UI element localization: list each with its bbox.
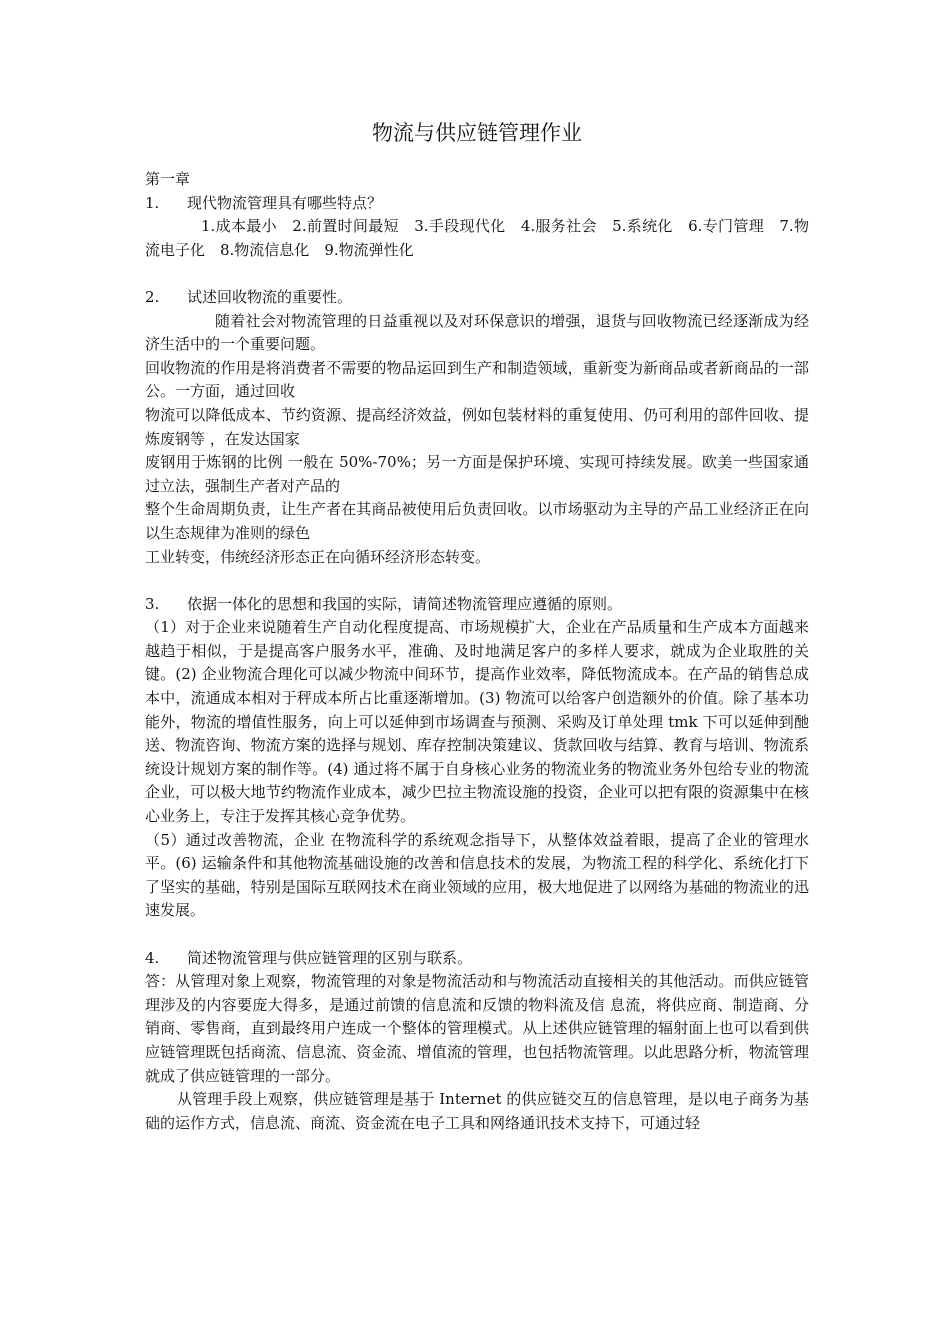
question-1 (145, 192, 809, 216)
question-1-number: 1. (145, 193, 160, 212)
question-4 (145, 947, 809, 971)
question-2-number: 2. (145, 287, 160, 306)
answer-4-paragraph-1: 答：从管理对象上观察，物流管理的对象是物流活动和与物流活动直接相关的其他活动。而供应链管理涉及的内容要庞大得多，是通过前馈的信息流和反馈的物料流及信 息流，将供应商、制造商、分销商、零售商，直到最终用户连成一个整体的管理模式。从上述供应链管理的辐射面上也可以看到供应链管理既包括商流、信息流、资金流、增值流的管理，也包括物流管理。以此思路分析，物流管理就成了供应链管理的一部分。 (145, 972, 809, 1085)
answer-2-paragraph-5: 整个生命周期负责，让生产者在其商品被使用后负责回收。以市场驱动为主导的产品工业经济正在向以生态规律为准则的绿色 (145, 500, 809, 542)
answer-2-paragraph-4: 废钢用于炼钢的比例 一般在 50%-70%；另一方面是保护环境、实现可持续发展。欧美一些国家通过立法，强制生产者对产品的 (145, 453, 809, 495)
question-3-number: 3. (145, 594, 160, 613)
answer-2-paragraph-3: 物流可以降低成本、节约资源、提高经济效益，例如包装材料的重复使用、仍可利用的部件回收、提炼废钢等 ，在发达国家 (145, 405, 809, 448)
answer-1: 1.成本最小 2.前置时间最短 3.手段现代化 4.服务社会 5.系统化 6.专门管理 7.物流电子化 8.物流信息化 9.物流弹性化 (145, 217, 809, 259)
question-4-number: 4. (145, 948, 160, 967)
question-2-text: 试述回收物流的重要性。 (187, 287, 353, 306)
answer-3-paragraph-1: （1）对于企业来说随着生产自动化程度提高、市场规模扩大，企业在产品质量和生产成本方面越来越趋于相似，于是提高客户服务水平，准确、及时地满足客户的多样人要求，就成为企业取胜的关键。(2) 企业物流合理化可以减少物流中间环节，提高作业效率，降低物流成本。在产品的销售总成本中，流通成本相对于秤成本所占比重逐渐增加。(3) 物流可以给客户创造额外的价值。除了基本功能外，物流的增值性服务，向上可以延伸到市场调查与预测、采购及订单处理 tmk 下可以延伸到酏送、物流咨询、物流方案的选择与规划、库存控制决策建议、货款回收与结算、教育与培训、物流系统设计规划方案的制作等。(4) 通过将不属于自身核心业务的物流业务的物流业务外包给专业的物流企业，可以极大地节约物流作业成本，减少巴拉主物流设施的投资，企业可以把有限的资源集中在核心业务上，专注于发挥其核心竞争优势。 (145, 618, 809, 826)
question-3 (145, 593, 809, 617)
answer-2-paragraph-2: 回收物流的作用是将消费者不需要的物品运回到生产和制造领域，重新变为新商品或者新商品的一部公。一方面，通过回收 (145, 358, 809, 401)
question-4-text: 简述物流管理与供应链管理的区别与联系。 (187, 948, 473, 967)
spacer (145, 569, 809, 593)
answer-4-paragraph-2: 从管理手段上观察，供应链管理是基于 Internet 的供应链交互的信息管理，是以电子商务为基础的运作方式，信息流、商流、资金流在电子工具和网络通讯技术支持下，可通过轻 (145, 1090, 809, 1132)
answer-2-paragraph-6: 工业转变，伟统经济形态正在向循环经济形态转变。 (145, 547, 491, 566)
answer-2-paragraph-1: 随着社会对物流管理的日益重视以及对环保意识的增强，退货与回收物流已经逐渐成为经济生活中的一个重要问题。 (145, 311, 809, 354)
spacer (145, 923, 809, 947)
question-2 (145, 286, 809, 310)
document-title: 物流与供应链管理作业 (372, 121, 582, 145)
chapter-heading: 第一章 (145, 170, 191, 188)
question-3-text: 依据一体化的思想和我国的实际，请简述物流管理应遵循的原则。 (187, 594, 623, 613)
answer-3-paragraph-2: （5）通过改善物流，企业 在物流科学的系统观念指导下，从整体效益着眼，提高了企业的管理水平。(6) 运输条件和其他物流基础设施的改善和信息技术的发展，为物流工程的科学化、系统化打下了坚实的基础，特别是国际互联网技术在商业领域的应用，极大地促进了以网络为基础的物流业的迅速发展。 (145, 830, 809, 920)
question-1-text: 现代物流管理具有哪些特点？ (187, 193, 383, 212)
spacer (145, 262, 809, 286)
document-page (145, 118, 809, 1135)
